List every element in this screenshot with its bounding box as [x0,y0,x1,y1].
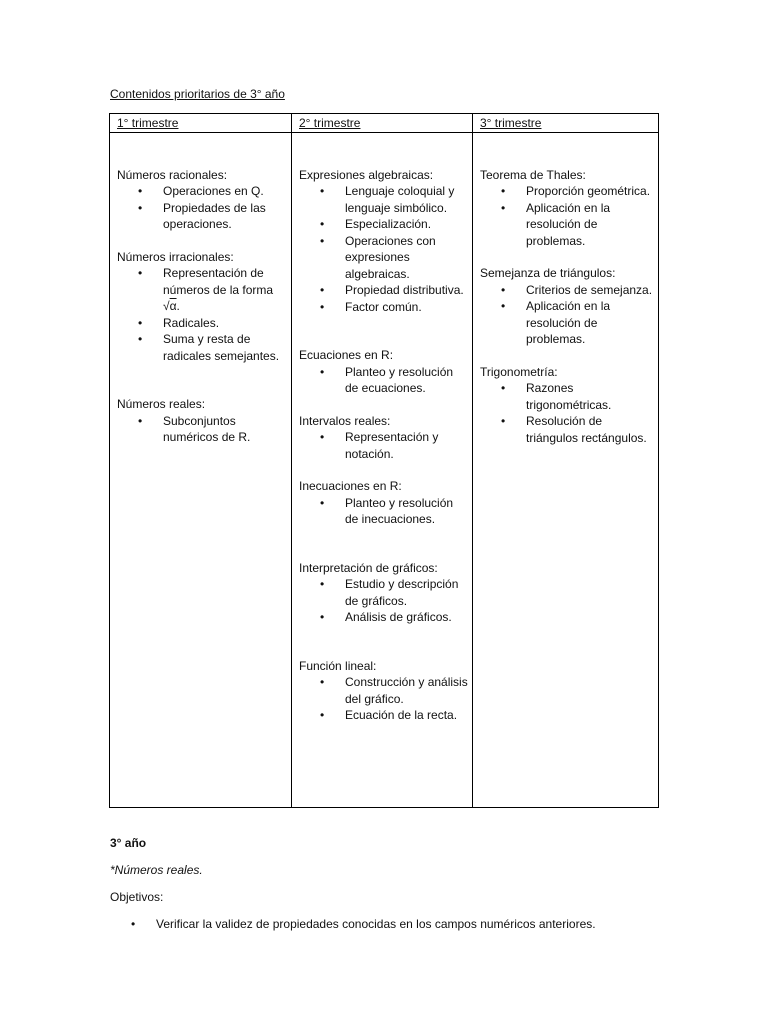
topic-funcion-lineal [299,658,468,724]
column-trimestre-2 [292,132,473,808]
header-trimestre-2: 2° trimestre [292,114,473,133]
list-item: • Proporción geométrica. [480,183,654,200]
topic-title: Números reales: [117,397,206,411]
topic-trigonometria [480,364,654,447]
section-year-heading: 3° año [110,836,147,850]
topic-title: Interpretación de gráficos: [299,560,438,575]
topic-numeros-racionales [117,167,287,233]
list-item: • Representación de números de la forma √α. [117,265,287,315]
list-item: • Planteo y resolución de inecuaciones. [299,495,468,528]
topic-semejanza [480,265,654,348]
topic-title: Teorema de Thales: [480,167,586,182]
topic-inecuaciones [299,478,468,528]
list-item: • Razones trigonométricas. [480,380,654,413]
contents-table [109,113,659,808]
topic-ecuaciones [299,347,468,397]
objectives-label: Objetivos: [110,890,164,904]
list-item: • Factor común. [299,299,468,316]
topic-title: Números racionales: [117,167,228,182]
list-item: • Suma y resta de radicales semejantes. [117,331,287,364]
list-item: • Construcción y análisis del gráfico. [299,674,468,707]
header-trimestre-3: 3° trimestre [473,114,659,133]
list-item: • Criterios de semejanza. [480,282,654,299]
column-trimestre-1 [110,132,292,808]
topic-title: Semejanza de triángulos: [480,266,616,280]
list-item: • Aplicación en la resolución de problemas. [480,298,654,348]
list-item: • Operaciones en Q. [117,183,287,200]
square-root-expression: √α. [163,299,180,313]
topic-numeros-reales [117,396,287,446]
topic-title: Inecuaciones en R: [299,479,402,493]
list-item: • Verificar la validez de propiedades conocidas en los campos numéricos anteriores. [110,916,670,933]
topic-graficos [299,560,468,626]
list-item: • Propiedad distributiva. [299,282,468,299]
topic-title: Expresiones algebraicas: [299,167,434,182]
topic-numeros-irracionales [117,249,287,365]
list-item: • Radicales. [117,315,287,332]
topic-title: Trigonometría: [480,364,558,379]
list-item: • Análisis de gráficos. [299,609,468,626]
topic-thales [480,167,654,250]
square-root-icon: √ [163,299,170,313]
topic-expresiones-algebraicas [299,167,468,316]
topic-intervalos [299,413,468,463]
topic-title: Función lineal: [299,658,377,673]
topic-title: Números irracionales: [117,249,234,264]
document-title: Contenidos prioritarios de 3° año [110,87,285,101]
column-trimestre-3 [473,132,659,808]
objectives-list [110,916,670,933]
list-item: • Representación y notación. [299,429,468,462]
list-item: • Subconjuntos numéricos de R. [117,413,287,446]
list-item: • Ecuación de la recta. [299,707,468,724]
list-item: • Lenguaje coloquial y lenguaje simbólico. [299,183,468,216]
header-trimestre-1: 1° trimestre [110,114,292,133]
list-item: • Resolución de triángulos rectángulos. [480,413,654,446]
topic-title: Ecuaciones en R: [299,348,394,362]
list-item: • Estudio y descripción de gráficos. [299,576,468,609]
list-item: • Planteo y resolución de ecuaciones. [299,364,468,397]
list-item: • Especialización. [299,216,468,233]
list-item: • Aplicación en la resolución de problemas. [480,200,654,250]
section-subtopic: *Números reales. [110,863,203,877]
list-item: • Operaciones con expresiones algebraicas. [299,233,468,283]
list-item: • Propiedades de las operaciones. [117,200,287,233]
topic-title: Intervalos reales: [299,413,391,428]
